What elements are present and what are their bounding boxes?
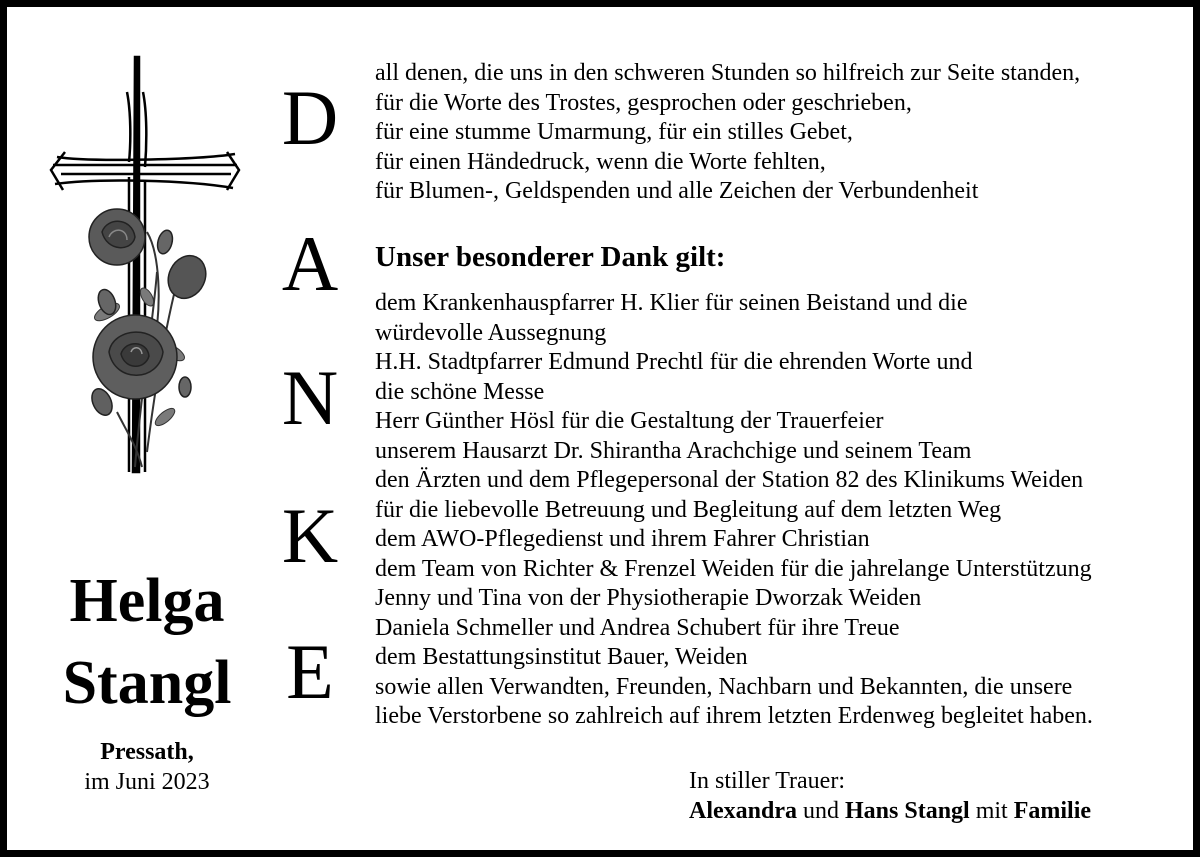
thanks-line: unserem Hausarzt Dr. Shirantha Arachchige und seinem Team <box>375 437 972 464</box>
intro-line: für die Worte des Trostes, gesprochen oder geschrieben, <box>375 89 912 116</box>
thanks-line: dem Team von Richter & Frenzel Weiden für die jahrelange Unterstützung <box>375 555 1092 582</box>
signoff-intro: In stiller Trauer: <box>689 768 845 794</box>
intro-line: für einen Händedruck, wenn die Worte fehlten, <box>375 148 826 175</box>
thanks-line: die schöne Messe <box>375 378 545 405</box>
thanks-line: dem Bestattungsinstitut Bauer, Weiden <box>375 644 748 670</box>
danke-letter: K <box>281 492 339 579</box>
thanks-list <box>375 289 1093 732</box>
signoff-connector: und <box>803 798 839 824</box>
danke-letter: D <box>281 74 339 161</box>
deceased-first-name: Helga <box>69 567 225 635</box>
place: Pressath, <box>100 739 194 765</box>
thanks-line: den Ärzten und dem Pflegepersonal der Station 82 des Klinikums Weiden <box>375 467 1084 493</box>
signoff <box>689 766 1091 826</box>
thanks-line: Daniela Schmeller und Andrea Schubert für ihre Treue <box>375 614 900 641</box>
intro-line: für Blumen-, Geldspenden und alle Zeichen der Verbundenheit <box>375 178 979 204</box>
intro-line: all denen, die uns in den schweren Stunden so hilfreich zur Seite standen, <box>375 60 1081 86</box>
thanks-line: dem Krankenhauspfarrer H. Klier für seinen Beistand und die <box>375 290 968 316</box>
thanks-line: sowie allen Verwandten, Freunden, Nachbarn und Bekannten, die unsere <box>375 673 1073 700</box>
place-date <box>47 737 247 797</box>
cross-with-roses-icon <box>47 52 247 477</box>
thanks-line: liebe Verstorbene so zahlreich auf ihrem letzten Erdenweg begleitet haben. <box>375 703 1093 729</box>
intro-line: für eine stumme Umarmung, für ein stilles Gebet, <box>375 119 853 145</box>
danke-letter: A <box>281 220 339 307</box>
signoff-name: Hans Stangl <box>845 798 970 824</box>
deceased-last-name: Stangl <box>62 649 232 717</box>
danke-letter: E <box>286 628 334 715</box>
signoff-name: Alexandra <box>689 798 797 824</box>
thanks-line: H.H. Stadtpfarrer Edmund Prechtl für die ehrenden Worte und <box>375 349 973 375</box>
thanks-line: würdevolle Aussegnung <box>375 319 607 346</box>
signoff-name: Familie <box>1013 798 1092 824</box>
thanks-line: Herr Günther Hösl für die Gestaltung der Trauerfeier <box>375 408 884 434</box>
thanks-line: dem AWO-Pflegedienst und ihrem Fahrer Christian <box>375 526 870 552</box>
date: im Juni 2023 <box>84 769 210 795</box>
thanks-line: für die liebevolle Betreuung und Begleitung auf dem letzten Weg <box>375 496 1002 523</box>
signoff-connector: mit <box>975 798 1008 824</box>
special-thanks-heading: Unser besonderer Dank gilt: <box>375 241 726 273</box>
thanks-line: Jenny und Tina von der Physiotherapie Dworzak Weiden <box>375 585 922 611</box>
cross-icon <box>51 57 239 472</box>
danke-letter: N <box>281 354 339 441</box>
intro-text <box>375 59 1080 207</box>
